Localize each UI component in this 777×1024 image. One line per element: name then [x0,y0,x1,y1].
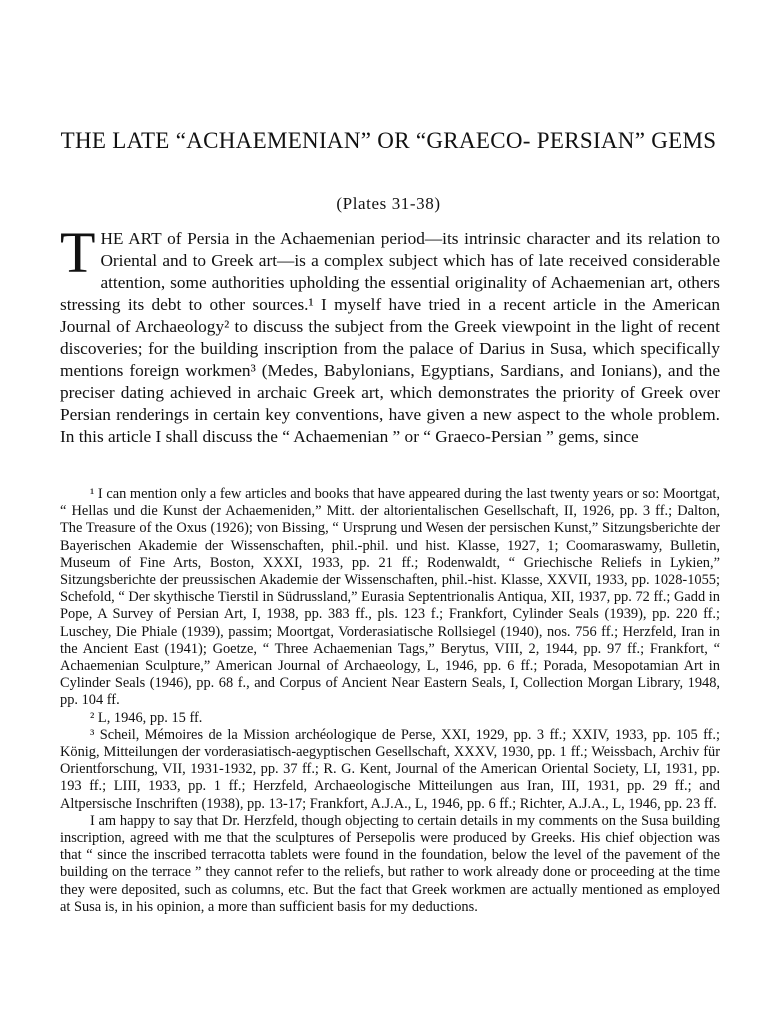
footnote-2: ² L, 1946, pp. 15 ff. [90,709,203,726]
drop-cap: T [60,220,96,285]
plates-reference: (Plates 31-38) [336,194,441,213]
footnote-3: ³ Scheil, Mémoires de la Mission archéologique de Perse, XXI, 1929, pp. 3 ff.; XXIV, 1933, pp. 105 ff.; König, Mitteilungen der vorderasiatisch-aegyptischen Gesellschaft, XXXV, 1930, pp. 1 ff.; Weissbach, Archiv für Orientforschung, VII, 1931-1932, pp. 37 ff.; R. G. Kent, Journal of the American Oriental Society, LI, 1931, pp. 193 ff.; LIII, 1933, pp. 1 ff.; Herzfeld, Archaeologische Mitteilungen aus Iran, III, 1931, pp. 29 ff.; and Altpersische Inschriften (1938), pp. 13-17; Frankfort, A.J.A., L, 1946, pp. 6 ff.; Richter, A.J.A., L, 1946, pp. 23 ff. [60,726,720,812]
article-title: THE LATE “ACHAEMENIAN” OR “GRAECO- PERSIAN” GEMS [60,128,717,153]
footnotes [60,486,720,916]
footnote-1: ¹ I can mention only a few articles and books that have appeared during the last twenty years or so: Moortgat, “ Hellas und die Kunst der Achaemeniden,” Mitt. der altorientalischen Gesellschaft, II, 1926, pp. 3 ff.; Dalton, The Treasure of the Oxus (1926); von Bissing, “ Ursprung und Wesen der persischen Kunst,” Sitzungsberichte der Bayerischen Akademie der Wissenschaften, phil.-phil. und hist. Klasse, 1927, 1; Coomaraswamy, Bulletin, Museum of Fine Arts, Boston, XXXI, 1933, pp. 21 ff.; Rodenwaldt, “ Griechische Reliefs in Lykien,” Sitzungsberichte der preussischen Akademie der Wissenschaften, phil.-hist. Klasse, XXVII, 1933, pp. 1028-1055; Schefold, “ Der skythische Tierstil in Südrussland,” Eurasia Septentrionalis Antiqua, XII, 1937, pp. 72 ff.; Gadd in Pope, A Survey of Persian Art, I, 1938, pp. 383 ff., pls. 123 f.; Frankfort, Cylinder Seals (1939), pp. 220 ff.; Luschey, Die Phiale (1939), passim; Moortgat, Vorderasiatische Rollsiegel (1940), nos. 756 ff.; Herzfeld, Iran in the Ancient East (1941); Goetze, “ Three Achaemenian Tags,” Berytus, VIII, 2, 1944, pp. 97 ff.; Frankfort, “ Achaemenian Sculpture,” American Journal of Archaeology, L, 1946, pp. 6 ff.; Porada, Mesopotamian Art in Cylinder Seals (1946), pp. 68 f., and Corpus of Ancient Near Eastern Seals, I, Collection Morgan Library, 1948, pp. 104 ff. [60,486,720,709]
footnote-comment: I am happy to say that Dr. Herzfeld, though objecting to certain details in my comments on the Susa building inscription, agreed with me that the sculptures of Persepolis were produced by Greeks. His chief objection was that “ since the inscribed terracotta tablets were found in the foundation, below the level of the pavement of the building on the terrace ” they cannot refer to the reliefs, but rather to work already done or proceeding at the time they were deposited, such as columns, etc. But the fact that Greek workmen are actually mentioned as employed at Susa is, in his opinion, a more than sufficient basis for my deductions. [60,812,720,915]
paragraph-text: HE ART of Persia in the Achaemenian period—its intrinsic character and its relation to Oriental and to Greek art—is a complex subject which has of late received considerable attention, some authorities upholding the essential originality of Achaemenian art, others stressing its debt to other sources.¹ I myself have tried in a recent article in the American Journal of Archaeology² to discuss the subject from the Greek viewpoint in the light of recent discoveries; for the building inscription from the palace of Darius in Susa, which specifically mentions foreign workmen³ (Medes, Babylonians, Egyptians, Sardians, and Ionians), and the preciser dating achieved in archaic Greek art, which demonstrates the priority of Greek over Persian renderings in certain key conventions, have given a new aspect to the whole problem. In this article I shall discuss the “ Achaemenian ” or “ Graeco-Persian ” gems, since [60,229,720,446]
main-paragraph [60,220,720,448]
